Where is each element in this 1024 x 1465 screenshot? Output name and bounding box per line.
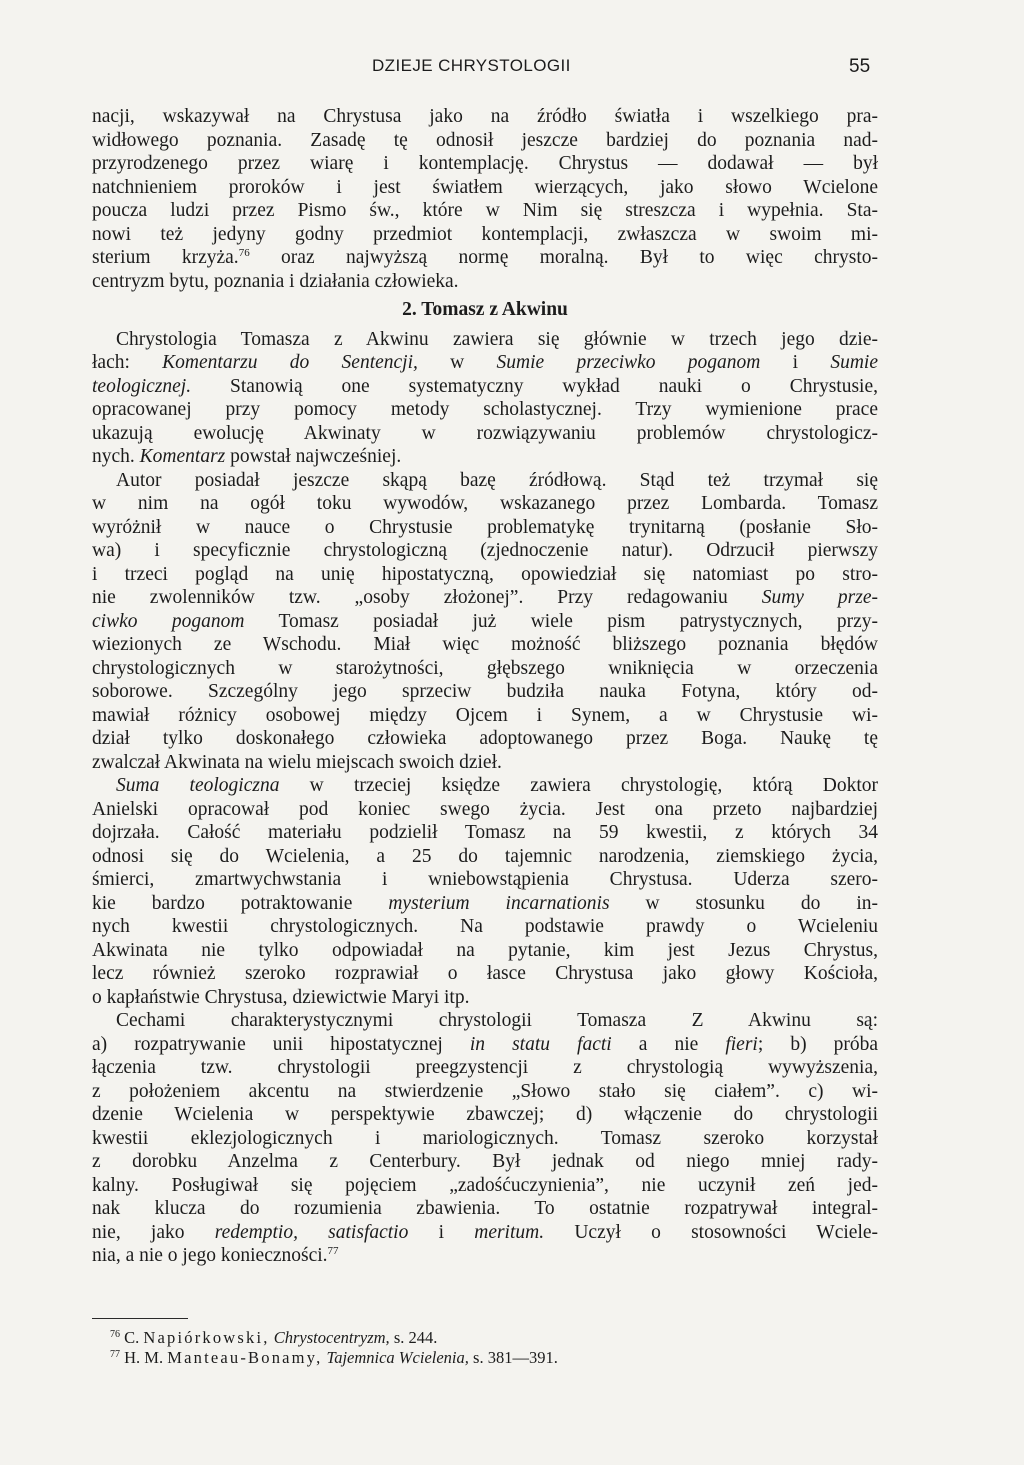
text-line: z dorobku Anzelma z Centerbury. Był jednak od niego mniej rady- (92, 1151, 878, 1172)
running-title: DZIEJE CHRYSTOLOGII (372, 56, 571, 75)
paragraph-works (92, 328, 878, 469)
paragraph-summa (92, 774, 878, 1009)
text-line: mawiał różnicy osobowej między Ojcem i Synem, a w Chrystusie wi- (92, 704, 878, 726)
text-line: w nim na ogół toku wywodów, wskazanego przez Lombarda. Tomasz (92, 493, 878, 514)
text-line: nacji, wskazywał na Chrystusa jako na źródło światła i wszelkiego pra- (92, 106, 878, 127)
text-line: Autor posiadał jeszcze skąpą bazę źródłową. Stąd też trzymał się (116, 469, 878, 491)
text-line: lecz również szeroko rozprawiał o łasce Chrystusa jako głowy Kościoła, (92, 963, 878, 984)
text-line: nia, a nie o jego konieczności.$^{77}$ (92, 1245, 339, 1266)
running-head (0, 56, 1024, 82)
text-line: Akwinata nie tylko odpowiadał na pytanie, kim jest Jezus Chrystus, (92, 939, 878, 961)
footnote-divider (92, 1318, 188, 1319)
text-line: przyrodzenego przez wiarę i kontemplację. Chrystus — dodawał — był (92, 153, 878, 174)
text-line: ukazują ewolucję Akwinaty w rozwiązywaniu problemów chrystologicz- (92, 422, 878, 444)
text-line: dojrzała. Całość materiału podzielił Tomasz na 59 kwestii, z których 34 (92, 822, 878, 843)
footnotes (110, 1328, 870, 1368)
text-line: soborowe. Szczególny jego sprzeciw budziła nauka Fotyna, który od- (92, 681, 878, 702)
text-line: poucza ludzi przez Pismo św., które w Nim się streszcza i wypełnia. Sta- (92, 200, 878, 221)
text-line: dzenie Wcielenia w perspektywie zbawczej; d) włączenie do chrystologii (92, 1104, 878, 1125)
text-line: łączenia tzw. chrystologii preegzystencji z chrystologią wywyższenia, (92, 1057, 878, 1078)
text-line: wa) i specyficznie chrystologiczną (zjednoczenie natur). Odrzucił pierwszy (92, 540, 878, 561)
page-number: 55 (849, 56, 871, 77)
text-line: Suma teologiczna w trzeciej księdze zawiera chrystologię, którą Doktor (116, 775, 879, 796)
text-line: opracowanej przy pomocy metody scholastycznej. Trzy wymienione prace (92, 399, 878, 420)
text-line: kwestii eklezjologicznych i mariologicznych. Tomasz szeroko korzystał (92, 1127, 878, 1149)
main-text (92, 105, 878, 1268)
text-line: nych kwestii chrystologicznych. Na podstawie prawdy o Wcieleniu (92, 916, 878, 937)
text-line: ciwko poganom Tomasz posiadał już wiele pism patrystycznych, przy- (92, 610, 878, 632)
text-line: o kapłaństwie Chrystusa, dziewictwie Maryi itp. (92, 986, 470, 1008)
text-line: wiezionych ze Wschodu. Miał więc możność bliższego poznania błędów (92, 634, 878, 655)
text-line: Anielski opracował pod koniec swego życia. Jest ona przeto najbardziej (92, 798, 878, 820)
text-line: natchnieniem proroków i jest światłem wierzących, jako słowo Wcielone (92, 176, 878, 198)
text-line: dział tylko doskonałego człowieka adoptowanego przez Boga. Naukę tę (92, 728, 878, 749)
text-line: widłowego poznania. Zasadę tę odnosił jeszcze bardziej do poznania nad- (92, 129, 878, 151)
footnote-ref-76[interactable]: 76 (238, 247, 250, 259)
text-line: nak klucza do rozumienia zbawienia. To ostatnie rozpatrywał integral- (92, 1198, 878, 1219)
text-line: kie bardzo potraktowanie mysterium incarnationis w stosunku do in- (92, 892, 879, 914)
footnote-ref-77[interactable]: 77 (327, 1245, 339, 1257)
text-line: z położeniem akcentu na stwierdzenie „Słowo stało się ciałem”. c) wi- (92, 1080, 878, 1102)
text-line: odnosi się do Wcielenia, a 25 do tajemnic narodzenia, ziemskiego życia, (92, 845, 878, 867)
text-line: nie, jako redemptio, satisfactio i meritum. Uczył o stosowności Wciele- (92, 1221, 879, 1243)
text-line: chrystologicznych w starożytności, głębszego wniknięcia w orzeczenia (92, 657, 878, 679)
text-line: łach: Komentarzu do Sentencji, w Sumie przeciwko poganom i Sumie (92, 352, 878, 373)
footnote-76: $^{76}$ C. Napiórkowski, Chrystocentryzm, s. 244. (110, 1328, 438, 1347)
text-line: teologicznej. Stanowią one systematyczny wykład nauki o Chrystusie, (92, 375, 878, 397)
text-line: centryzm bytu, poznania i działania człowieka. (92, 270, 459, 292)
footnote-77: $^{77}$ H. M. Manteau-Bonamy, Tajemnica Wcielenia, s. 381—391. (110, 1348, 558, 1367)
text-line: Chrystologia Tomasza z Akwinu zawiera się głównie w trzech jego dzie- (116, 328, 878, 350)
paragraph-features (92, 1009, 878, 1268)
text-line: i trzeci pogląd na unię hipostatyczną, opowiedział się natomiast po stro- (92, 563, 878, 585)
text-line: kalny. Posługiwał się pojęciem „zadośćuczynienia”, nie uczynił zeń jed- (92, 1174, 878, 1196)
text-line: śmierci, zmartwychwstania i wniebowstąpienia Chrystusa. Uderza szero- (92, 869, 878, 890)
intro-paragraph (92, 105, 878, 293)
text-line: nie zwolenników tzw. „osoby złożonej”. Przy redagowaniu Sumy prze- (92, 587, 878, 608)
text-line: Cechami charakterystycznymi chrystologii Tomasza Z Akwinu są: (116, 1010, 878, 1031)
text-line: sterium krzyża.$^{76}$ oraz najwyższą normę moralną. Był to więc chrysto- (92, 247, 878, 268)
text-line: zwalczał Akwinata na wielu miejscach swoich dzieł. (92, 751, 502, 773)
text-line: nych. Komentarz powstał najwcześniej. (92, 446, 402, 467)
text-line: wyróżnił w nauce o Chrystusie problematykę trynitarną (posłanie Sło- (92, 516, 878, 538)
section-heading: 2. Tomasz z Akwinu (402, 299, 568, 320)
text-line: a) rozpatrywanie unii hipostatycznej in statu facti a nie fieri; b) próba (92, 1033, 879, 1055)
text-line: nowi też jedyny godny przedmiot kontemplacji, zwłaszcza w swoim mi- (92, 223, 878, 245)
paragraph-sources (92, 469, 878, 775)
